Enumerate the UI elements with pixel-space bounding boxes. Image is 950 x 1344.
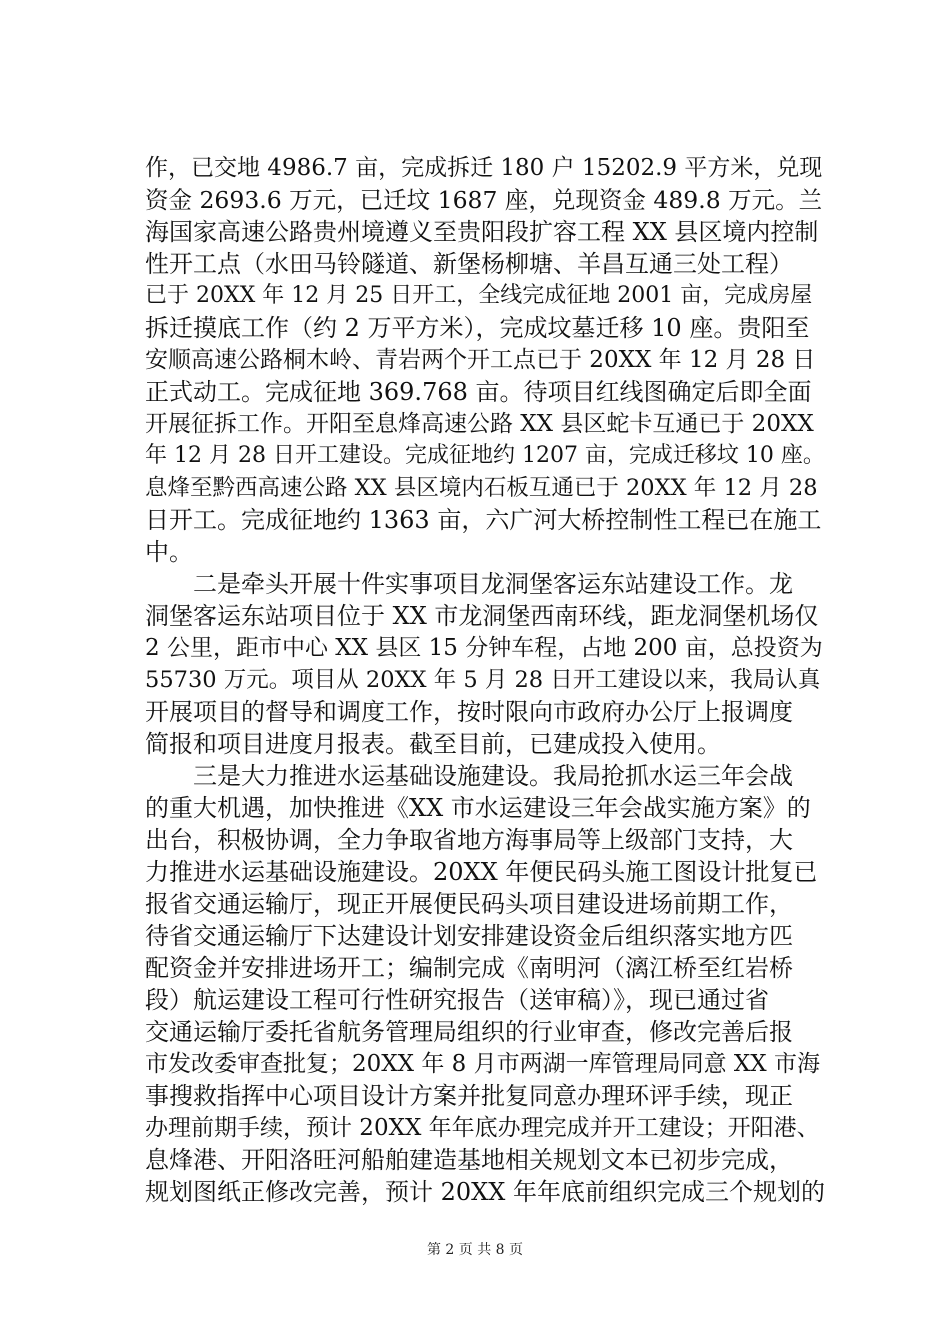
text-line: 交通运输厅委托省航务管理局组织的行业审查，修改完善后报 (145, 1018, 793, 1046)
body-text (145, 152, 825, 1208)
text-line: 办理前期手续，预计 20XX 年年底办理完成并开工建设；开阳港、 (145, 1115, 820, 1141)
text-line: 正式动工。完成征地 369.768 亩。待项目红线图确定后即全面 (145, 378, 812, 406)
text-line: 三是大力推进水运基础设施建设。我局抢抓水运三年会战 (145, 762, 793, 790)
text-line: 拆迁摸底工作（约 2 万平方米），完成坟墓迁移 10 座。贵阳至 (145, 314, 810, 342)
text-line: 性开工点（水田马铃隧道、新堡杨柳塘、羊昌互通三处工程） (145, 250, 793, 278)
text-line: 出台，积极协调，全力争取省地方海事局等上级部门支持，大 (145, 826, 793, 854)
text-line: 洞堡客运东站项目位于 XX 市龙洞堡西南环线，距龙洞堡机场仅 (145, 602, 819, 630)
text-line: 二是牵头开展十件实事项目龙洞堡客运东站建设工作。龙 (145, 570, 793, 598)
text-line: 开展征拆工作。开阳至息烽高速公路 XX 县区蛇卡互通已于 20XX (145, 411, 814, 437)
text-line: 息烽至黔西高速公路 XX 县区境内石板互通已于 20XX 年 12 月 28 (145, 475, 818, 501)
text-line: 息烽港、开阳洛旺河船舶建造基地相关规划文本已初步完成， (145, 1146, 793, 1174)
text-line: 段）航运建设工程可行性研究报告（送审稿）》，现已通过省 (145, 986, 769, 1014)
text-line: 55730 万元。项目从 20XX 年 5 月 28 日开工建设以来，我局认真 (145, 667, 821, 693)
text-line: 作，已交地 4986.7 亩，完成拆迁 180 户 15202.9 平方米，兑现 (145, 155, 823, 181)
text-line: 的重大机遇，加快推进《XX 市水运建设三年会战实施方案》的 (145, 794, 811, 822)
text-line: 配资金并安排进场开工；编制完成《南明河（漓江桥至红岩桥 (145, 954, 793, 982)
text-line: 简报和项目进度月报表。截至目前，已建成投入使用。 (145, 730, 721, 758)
text-line: 待省交通运输厅下达建设计划安排建设资金后组织落实地方匹 (145, 922, 793, 950)
text-line: 已于 20XX 年 12 月 25 日开工，全线完成征地 2001 亩，完成房屋 (145, 283, 813, 308)
text-line: 日开工。完成征地约 1363 亩，六广河大桥控制性工程已在施工 (145, 506, 822, 534)
text-line: 安顺高速公路桐木岭、青岩两个开工点已于 20XX 年 12 月 28 日 (145, 347, 816, 373)
text-line: 中。 (145, 538, 193, 566)
text-line: 报省交通运输厅，现正开展便民码头项目建设进场前期工作， (145, 890, 793, 918)
text-line: 事搜救指挥中心项目设计方案并批复同意办理环评手续，现正 (145, 1082, 793, 1110)
text-line: 2 公里，距市中心 XX 县区 15 分钟车程，占地 200 亩，总投资为 (145, 635, 823, 661)
page-footer: 第 2 页 共 8 页 (426, 1242, 524, 1258)
text-line: 规划图纸正修改完善，预计 20XX 年年底前组织完成三个规划的 (145, 1178, 825, 1206)
text-line: 开展项目的督导和调度工作，按时限向市政府办公厅上报调度 (145, 698, 793, 726)
text-line: 年 12 月 28 日开工建设。完成征地约 1207 亩，完成迁移坟 10 座。 (145, 443, 825, 468)
text-line: 资金 2693.6 万元，已迁坟 1687 座，兑现资金 489.8 万元。兰 (145, 186, 823, 214)
text-line: 海国家高速公路贵州境遵义至贵阳段扩容工程 XX 县区境内控制 (145, 218, 819, 246)
text-line: 市发改委审查批复；20XX 年 8 月市两湖一库管理局同意 XX 市海 (145, 1051, 820, 1077)
text-line: 力推进水运基础设施建设。20XX 年便民码头施工图设计批复已 (145, 858, 818, 886)
